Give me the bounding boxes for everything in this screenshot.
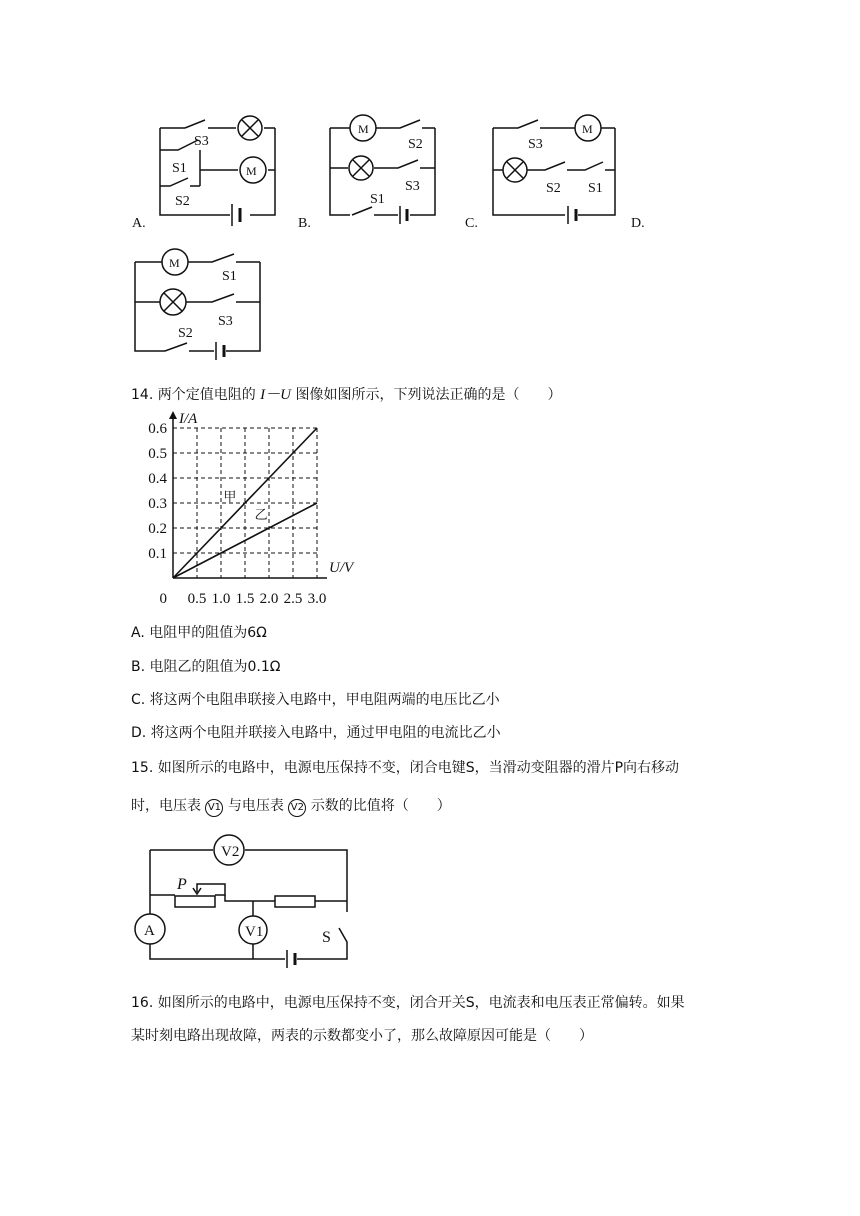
y-tick-label: 0.3 — [148, 496, 167, 512]
circuit-c-motor-label: M — [582, 122, 593, 136]
q16-line2: 某时刻电路出现故障，两表的示数都变小了，那么故障原因可能是（ ） — [131, 1028, 593, 1044]
q14-number: 14. — [131, 387, 154, 403]
circuit-c — [493, 115, 615, 224]
x-tick-label: 2.5 — [283, 591, 303, 607]
circuit-d — [135, 249, 260, 360]
y-tick-label: 0.2 — [148, 521, 167, 537]
q13-options — [0, 0, 860, 370]
q14-formula: I－U — [260, 387, 291, 403]
origin-label: 0 — [159, 591, 167, 607]
q15-circuit-diagram — [125, 832, 365, 977]
v2-meter-icon: V2 — [288, 799, 306, 817]
q15-line2 — [131, 795, 451, 817]
y-tick-label: 0.1 — [148, 546, 167, 562]
v2-meter-label: V2 — [221, 844, 240, 860]
v1-meter-icon: V1 — [205, 799, 223, 817]
circuit-a-motor-label: M — [246, 164, 257, 178]
y-tick-label: 0.4 — [148, 471, 167, 487]
option-c-label: C. — [465, 216, 478, 231]
circuit-d-s1-label: S1 — [222, 269, 237, 284]
series-label-jia: 甲 — [223, 489, 237, 504]
circuit-b — [330, 115, 435, 224]
circuit-c-s1-label: S1 — [588, 181, 603, 196]
circuit-b-s1-label: S1 — [370, 192, 385, 207]
q15-line2-b: 与电压表 — [227, 798, 284, 814]
x-axis-label: U/V — [329, 560, 354, 576]
q14-option-d: D. 将这两个电阻并联接入电路中，通过甲电阻的电流比乙小 — [131, 725, 501, 741]
circuit-b-s2-label: S2 — [408, 137, 423, 152]
y-axis-label: I/A — [179, 411, 198, 427]
y-axis-arrow — [169, 411, 177, 419]
circuit-d-motor-label: M — [169, 256, 180, 270]
q14-stem — [131, 383, 561, 404]
switch-s-label: S — [322, 929, 331, 946]
x-tick-label: 0.5 — [187, 591, 207, 607]
option-b-label: B. — [298, 216, 311, 231]
y-tick-label: 0.5 — [148, 446, 167, 462]
q15-line2-c: 示数的比值将（ ） — [310, 798, 451, 814]
q14-text-after: 图像如图所示，下列说法正确的是（ ） — [295, 387, 562, 403]
series-label-yi: 乙 — [254, 507, 268, 522]
x-tick-label: 3.0 — [307, 591, 327, 607]
q15-line2-a: 时，电压表 — [131, 798, 201, 814]
circuit-b-motor-label: M — [358, 122, 369, 136]
option-d-label: D. — [631, 216, 645, 231]
x-tick-label: 1.0 — [211, 591, 231, 607]
q15-circuit — [125, 832, 365, 981]
ammeter-label: A — [144, 923, 155, 939]
q13-circuit-diagrams — [0, 0, 860, 370]
slider-p-label: P — [177, 876, 187, 893]
circuit-b-s3-label: S3 — [405, 179, 420, 194]
circuit-a-s2-label: S2 — [175, 194, 190, 209]
circuit-a-s1-label: S1 — [172, 161, 187, 176]
iu-graph — [125, 405, 385, 615]
v1-meter-label: V1 — [245, 924, 264, 940]
x-tick-label: 1.5 — [235, 591, 255, 607]
q14-text-before: 两个定值电阻的 — [157, 387, 256, 403]
q14-iu-chart — [125, 405, 385, 619]
option-a-label: A. — [132, 216, 146, 231]
x-tick-label: 2.0 — [259, 591, 279, 607]
circuit-c-s2-label: S2 — [546, 181, 561, 196]
q14-option-a: A. 电阻甲的阻值为6Ω — [131, 625, 267, 641]
q16-line1: 16. 如图所示的电路中，电源电压保持不变，闭合开关S，电流表和电压表正常偏转。如果 — [131, 995, 685, 1011]
y-tick-label: 0.6 — [148, 421, 167, 437]
circuit-c-s3-label: S3 — [528, 137, 543, 152]
q14-option-b: B. 电阻乙的阻值为0.1Ω — [131, 659, 281, 675]
circuit-d-s3-label: S3 — [218, 314, 233, 329]
q14-option-c: C. 将这两个电阻串联接入电路中，甲电阻两端的电压比乙小 — [131, 692, 500, 708]
circuit-d-s2-label: S2 — [178, 326, 193, 341]
q15-line1: 15. 如图所示的电路中，电源电压保持不变，闭合电键S，当滑动变阻器的滑片P向右移动 — [131, 760, 680, 776]
circuit-a-s3-label: S3 — [194, 134, 209, 149]
